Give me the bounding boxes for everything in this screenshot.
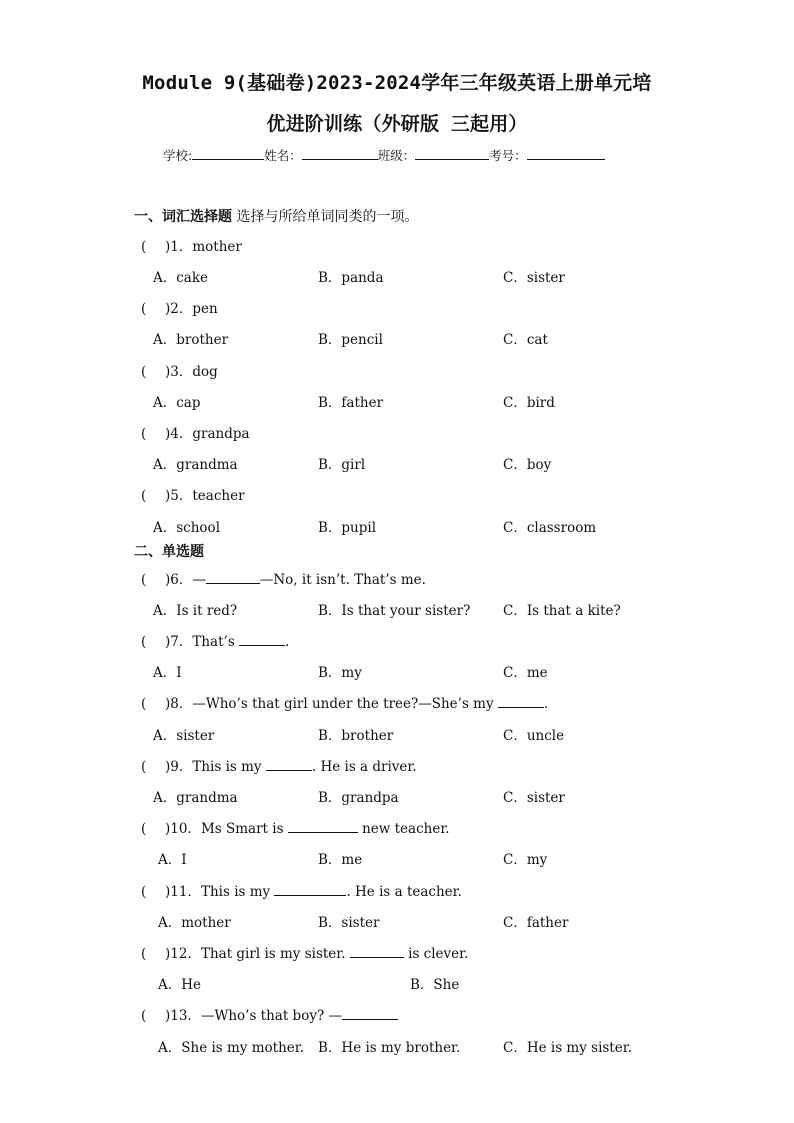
answer-blank[interactable] <box>350 946 404 958</box>
question-number: )3．dog <box>165 364 218 380</box>
section-2-heading <box>134 541 204 561</box>
option-b: B．my <box>318 665 362 681</box>
question-text-post: is clever. <box>403 946 469 962</box>
question-text-post: . <box>543 696 549 712</box>
question-number: )4．grandpa <box>165 426 250 442</box>
answer-blank[interactable] <box>239 634 285 646</box>
option-b: B．Is that your sister? <box>318 603 471 619</box>
question-number: )13． <box>165 1008 201 1024</box>
option-c: C．my <box>503 852 548 868</box>
option-a: A．Is it red? <box>153 603 238 619</box>
answer-paren[interactable]: ( <box>141 884 147 900</box>
option-a: A．brother <box>153 332 229 348</box>
section-1-heading <box>134 206 418 226</box>
question-7 <box>141 630 289 650</box>
option-a: A．I <box>153 665 182 681</box>
question-5 <box>141 484 245 504</box>
option-c: C．me <box>503 665 548 681</box>
answer-blank[interactable] <box>206 572 260 584</box>
question-text-pre: That girl is my sister. <box>200 946 350 962</box>
question-number: )7． <box>165 634 193 650</box>
title-line-1: Module 9(基础卷)2023-2024学年三年级英语上册单元培 <box>142 72 652 94</box>
question-text-pre: This is my <box>200 884 275 900</box>
answer-blank[interactable] <box>288 821 358 833</box>
answer-paren[interactable]: ( <box>141 364 147 380</box>
question-text-post: new teacher. <box>357 821 450 837</box>
question-text-post: . <box>285 634 290 650</box>
option-a: A．school <box>153 520 221 536</box>
question-11 <box>141 880 462 900</box>
option-a: A．grandma <box>153 790 238 806</box>
question-number: )11． <box>165 884 201 900</box>
question-number: )10． <box>165 821 201 837</box>
class-blank[interactable] <box>415 147 489 160</box>
question-text-pre: —Who’s that boy? — <box>200 1008 342 1024</box>
option-c: C．classroom <box>503 520 597 536</box>
answer-blank[interactable] <box>498 696 544 708</box>
question-number: )2．pen <box>165 301 218 317</box>
school-label: 学校: <box>163 148 193 163</box>
option-b: B．father <box>318 395 384 411</box>
option-a: A．grandma <box>153 457 238 473</box>
option-c: C．sister <box>503 790 565 806</box>
question-number: )5．teacher <box>165 488 245 504</box>
answer-paren[interactable]: ( <box>141 696 147 712</box>
option-c: C．father <box>503 915 569 931</box>
answer-paren[interactable]: ( <box>141 946 147 962</box>
option-b: B．sister <box>318 915 380 931</box>
answer-paren[interactable]: ( <box>141 572 147 588</box>
option-a: A．sister <box>153 728 215 744</box>
question-4 <box>141 422 250 442</box>
option-a: A．cake <box>153 270 209 286</box>
option-b: B．He is my brother. <box>318 1040 461 1056</box>
question-text-pre: — <box>192 572 206 588</box>
option-b: B．girl <box>318 457 366 473</box>
question-text-pre: This is my <box>192 759 266 775</box>
answer-blank[interactable] <box>274 884 346 896</box>
exam-no-blank[interactable] <box>527 147 605 160</box>
option-b: B．panda <box>318 270 384 286</box>
option-b: B．She <box>410 977 460 993</box>
answer-blank[interactable] <box>342 1008 398 1020</box>
option-c: C．bird <box>503 395 555 411</box>
option-a: A．mother <box>158 915 231 931</box>
option-c: C．cat <box>503 332 548 348</box>
question-text-pre: —Who’s that girl under the tree?—She’s my <box>192 696 498 712</box>
option-a: A．cap <box>153 395 201 411</box>
option-b: B．grandpa <box>318 790 399 806</box>
option-b: B．pencil <box>318 332 383 348</box>
answer-paren[interactable]: ( <box>141 301 147 317</box>
question-10 <box>141 817 450 837</box>
title-line-2: 优进阶训练（外研版 三起用） <box>266 113 528 135</box>
answer-paren[interactable]: ( <box>141 634 147 650</box>
section-1-instruction: 选择与所给单词同类的一项。 <box>232 209 419 225</box>
answer-paren[interactable]: ( <box>141 426 147 442</box>
class-label: 班级： <box>377 148 416 163</box>
option-c: C．He is my sister. <box>503 1040 632 1056</box>
student-info-line <box>163 146 605 164</box>
option-a: A．He <box>158 977 202 993</box>
name-label: 姓名： <box>264 148 302 163</box>
option-c: C．sister <box>503 270 565 286</box>
question-2 <box>141 297 218 317</box>
name-blank[interactable] <box>302 147 378 160</box>
option-c: C．Is that a kite? <box>503 603 621 619</box>
question-8 <box>141 692 548 712</box>
answer-paren[interactable]: ( <box>141 239 147 255</box>
question-text-pre: Ms Smart is <box>200 821 288 837</box>
answer-paren[interactable]: ( <box>141 759 147 775</box>
option-a: A．She is my mother. <box>158 1040 305 1056</box>
option-c: C．boy <box>503 457 552 473</box>
question-number: )8． <box>165 696 193 712</box>
option-a: A．I <box>158 852 187 868</box>
question-number: )12． <box>165 946 201 962</box>
option-b: B．pupil <box>318 520 377 536</box>
school-blank[interactable] <box>192 147 264 160</box>
option-b: B．me <box>318 852 363 868</box>
answer-blank[interactable] <box>266 759 312 771</box>
option-b: B．brother <box>318 728 394 744</box>
question-text-post: . He is a driver. <box>311 759 417 775</box>
question-text-post: —No, it isn’t. That’s me. <box>259 572 426 588</box>
answer-paren[interactable]: ( <box>141 1008 147 1024</box>
question-1 <box>141 235 242 255</box>
section-2-title: 二、单选题 <box>134 544 204 560</box>
question-number: )1．mother <box>165 239 242 255</box>
section-1-title: 一、词汇选择题 <box>134 209 232 225</box>
question-9 <box>141 755 417 775</box>
question-text-pre: That’s <box>192 634 240 650</box>
question-12 <box>141 942 468 962</box>
exam-no-label: 考号： <box>489 148 527 163</box>
answer-paren[interactable]: ( <box>141 821 147 837</box>
question-13 <box>141 1004 398 1024</box>
question-3 <box>141 360 218 380</box>
question-number: )6． <box>165 572 193 588</box>
question-6 <box>141 568 426 588</box>
option-c: C．uncle <box>503 728 565 744</box>
answer-paren[interactable]: ( <box>141 488 147 504</box>
question-number: )9． <box>165 759 193 775</box>
question-text-post: . He is a teacher. <box>346 884 462 900</box>
